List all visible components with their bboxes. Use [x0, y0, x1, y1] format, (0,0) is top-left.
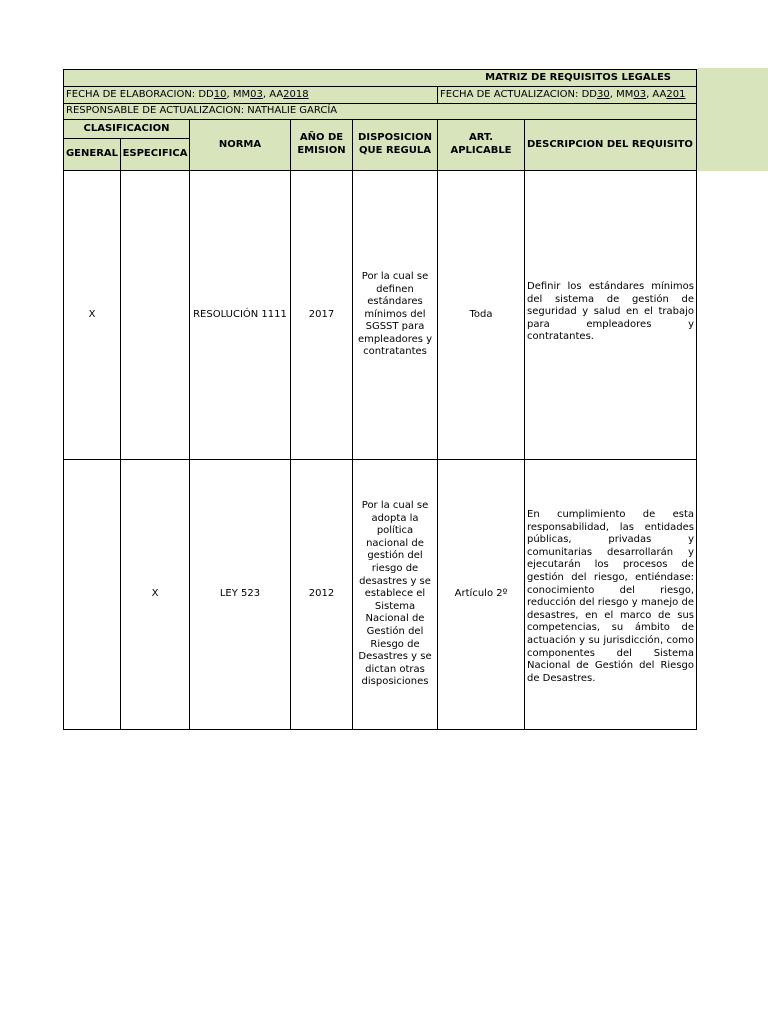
elaboration-date [63, 86, 438, 104]
header-anio-emision: AÑO DE EMISION [290, 119, 353, 171]
update-month-label: , MM [609, 88, 634, 100]
legal-requirements-matrix [63, 69, 697, 730]
green-sheet-fill [697, 68, 768, 171]
row1-disposicion: Por la cual se definen estándares mínimos del SGSST para empleadores y contratantes [352, 170, 438, 460]
elaboration-label: FECHA DE ELABORACION: DD [66, 88, 214, 100]
header-norma: NORMA [189, 119, 291, 171]
update-day: 30 [596, 88, 610, 100]
header-art-aplicable: ART. APLICABLE [437, 119, 525, 171]
header-general: GENERAL [63, 138, 121, 171]
row2-anio: 2012 [290, 459, 353, 730]
update-month: 03 [633, 88, 647, 100]
header-disposicion: DISPOSICION QUE REGULA [352, 119, 438, 171]
elaboration-month-label: , MM [226, 88, 251, 100]
header-clasificacion: CLASIFICACION [63, 119, 190, 139]
update-date [437, 86, 697, 104]
row2-general [63, 459, 121, 730]
matrix-title: MATRIZ DE REQUISITOS LEGALES [63, 69, 697, 87]
update-year: 201 [666, 88, 686, 100]
elaboration-day: 10 [213, 88, 227, 100]
row1-art-aplicable: Toda [437, 170, 525, 460]
row1-norma: RESOLUCIÓN 1111 [189, 170, 291, 460]
elaboration-year: 2018 [283, 88, 309, 100]
row2-norma: LEY 523 [189, 459, 291, 730]
header-descripcion: DESCRIPCION DEL REQUISITO [524, 119, 697, 171]
row2-disposicion: Por la cual se adopta la política nacional de gestión del riesgo de desastres y se establece el Sistema Nacional de Gestión del Riesgo de Desastres y se dictan otras disposiciones [352, 459, 438, 730]
row1-descripcion: Definir los estándares mínimos del sistema de gestión de seguridad y salud en el trabajo para empleadores y contratantes. [524, 170, 697, 460]
row1-general: X [63, 170, 121, 460]
row2-descripcion: En cumplimiento de esta responsabilidad, las entidades públicas, privadas y comunitarias desarrollarán y ejecutarán los procesos de gestión del riesgo, entiéndase: conocimiento del riesgo, reducción del riesgo y manejo de desastres, en el marco de sus competencias, su ámbito de actuación y su jurisdicción, como componentes del Sistema Nacional de Gestión del Riesgo de Desastres. [524, 459, 697, 730]
row1-especifica [120, 170, 190, 460]
row2-especifica: X [120, 459, 190, 730]
row2-art-aplicable: Artículo 2º [437, 459, 525, 730]
elaboration-year-label: , AA [262, 88, 284, 100]
update-label: FECHA DE ACTUALIZACION: DD [440, 88, 597, 100]
elaboration-month: 03 [250, 88, 263, 100]
responsible-person: RESPONSABLE DE ACTUALIZACION: NATHALIE GARCÍA [63, 103, 697, 120]
row1-anio: 2017 [290, 170, 353, 460]
header-especifica: ESPECIFICA [120, 138, 190, 171]
update-year-label: , AA [646, 88, 667, 100]
